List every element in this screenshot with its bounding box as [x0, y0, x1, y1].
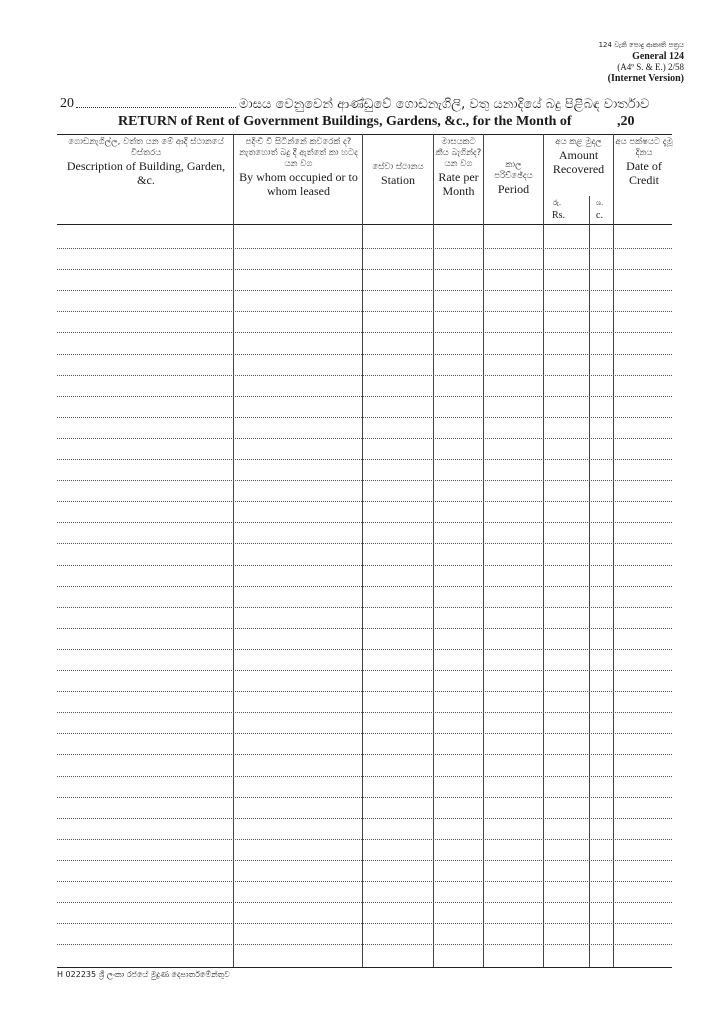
table-top-rule [57, 134, 672, 135]
column-header-en: Period [497, 182, 530, 196]
amount-sub-rupees-si: රු. [553, 199, 562, 207]
table-row[interactable] [57, 944, 672, 945]
title-sinhala: මාසය වෙනුවෙන් ආණ්ඩුවේ ගොඩනැගිලි, වතු යනාදියේ බදු පිළිබඳ වාර්තාව [239, 97, 650, 112]
ruled-rows-area[interactable] [57, 224, 672, 967]
form-ref-line-4: (Internet Version) [607, 73, 684, 84]
table-row[interactable] [57, 923, 672, 924]
table-row[interactable] [57, 818, 672, 819]
year-fill-field[interactable] [76, 106, 236, 108]
form-reference [599, 40, 684, 84]
table-row[interactable] [57, 290, 672, 291]
column-header-si: පදිංචි වී සිටින්නේ කවරෙක් ද? නැතහොත් බදු දී ඇත්තේ කා හටද යන වග [239, 137, 358, 169]
table-row[interactable] [57, 754, 672, 755]
table-row[interactable] [57, 670, 672, 671]
table-row[interactable] [57, 733, 672, 734]
column-header-si: මාසයකට කීය බැගින්ද? යන වග [435, 137, 482, 169]
column-header-amount [545, 137, 612, 176]
column-header-occupant [236, 137, 361, 198]
printer-footer: H 022235 ශ්‍රී ලංකා රජයේ මුද්‍රණ දෙපාර්තමේන්තුව [57, 970, 230, 979]
column-header-en: By whom occupied or to whom leased [239, 170, 358, 198]
column-header-en: Date of Credit [626, 159, 662, 187]
table-row[interactable] [57, 712, 672, 713]
table-row[interactable] [57, 480, 672, 481]
column-header-rate [435, 137, 482, 198]
column-header-en: Amount Recovered [552, 148, 605, 176]
table-row[interactable] [57, 311, 672, 312]
table-row[interactable] [57, 438, 672, 439]
table-row[interactable] [57, 586, 672, 587]
table-row[interactable] [57, 776, 672, 777]
table-row[interactable] [57, 459, 672, 460]
column-header-en: Station [380, 173, 415, 187]
table-row[interactable] [57, 375, 672, 376]
amount-sub-cents-si: ශ. [596, 199, 604, 207]
column-header-en: Description of Building, Garden, &c. [66, 159, 226, 187]
table-row[interactable] [57, 354, 672, 355]
table-row[interactable] [57, 797, 672, 798]
table-row[interactable] [57, 628, 672, 629]
column-header-station [364, 162, 432, 187]
title-year-prefix: 20 [60, 96, 74, 111]
column-header-date-of-credit [615, 137, 673, 187]
table-row[interactable] [57, 607, 672, 608]
table-row[interactable] [57, 860, 672, 861]
amount-sub-rupees: Rs. [552, 210, 566, 221]
title-sinhala-line [60, 92, 674, 112]
table-row[interactable] [57, 543, 672, 544]
column-header-period [485, 160, 542, 196]
table-row[interactable] [57, 691, 672, 692]
table-row[interactable] [57, 902, 672, 903]
form-ref-line-1: 124 වැනි පොදු ආකෘති පත්‍රය [598, 41, 684, 49]
table-row[interactable] [57, 649, 672, 650]
column-header-si: ගොඩනැගිල්ල, වත්ත යන මේ ආදී ස්ථානයේ විස්තරය [68, 137, 224, 158]
table-row[interactable] [57, 839, 672, 840]
title-english-year: ,20 [617, 114, 635, 129]
column-header-si: සේවා ස්ථානය [372, 162, 424, 172]
table-row[interactable] [57, 248, 672, 249]
amount-sub-cents: c. [596, 210, 603, 221]
table-row[interactable] [57, 396, 672, 397]
table-row[interactable] [57, 522, 672, 523]
table-row[interactable] [57, 565, 672, 566]
column-header-si: කාල පරිච්ඡේදය [494, 160, 533, 181]
column-header-en: Rate per Month [438, 170, 479, 198]
table-row[interactable] [57, 501, 672, 502]
form-ref-line-2: General 124 [632, 51, 684, 62]
table-row[interactable] [57, 881, 672, 882]
column-header-si: අය කළ මුදල [555, 137, 602, 147]
form-ref-line-3: (A4º S. & E.) 2/58 [617, 62, 684, 72]
column-header-si: අය පක්ෂයට දැමූ දිනය [615, 137, 673, 158]
table-row[interactable] [57, 332, 672, 333]
title-english: RETURN of Rent of Government Buildings, Gardens, &c., for the Month of [118, 114, 572, 129]
table-row[interactable] [57, 417, 672, 418]
table-row[interactable] [57, 269, 672, 270]
column-header-description [60, 137, 232, 187]
table-bottom-rule [57, 967, 672, 968]
